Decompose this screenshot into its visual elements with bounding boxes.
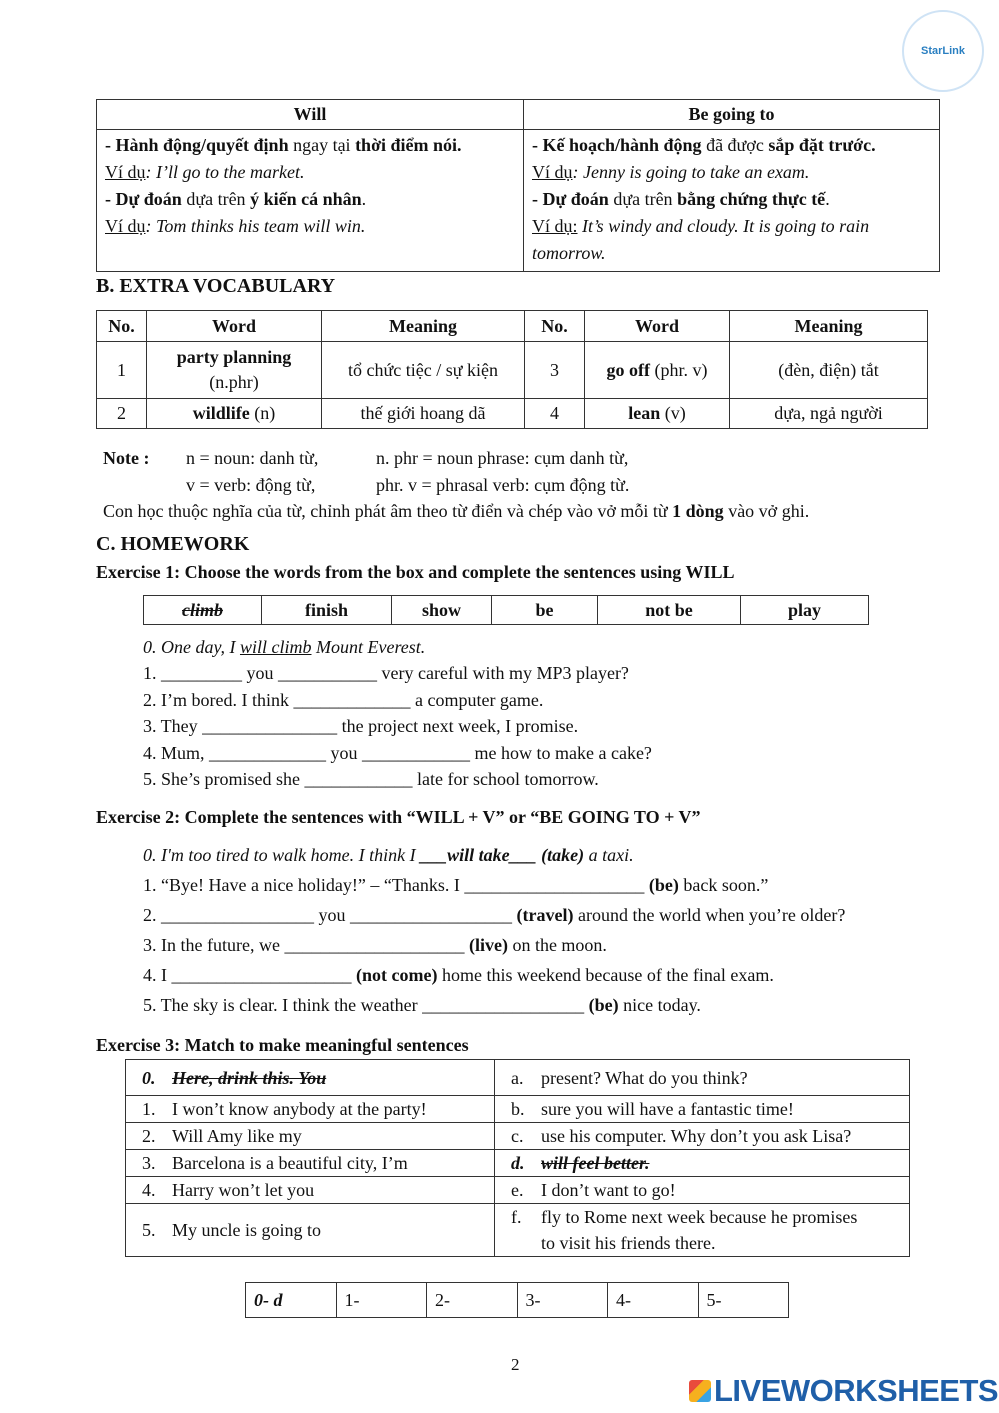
vocab-header: No. <box>525 311 585 342</box>
exercise-2-item[interactable]: 5. The sky is clear. I think the weather __________________ (be) nice today. <box>143 995 701 1015</box>
word-box-item: show <box>392 596 492 625</box>
answer-cell[interactable]: 4- <box>608 1283 699 1318</box>
vocab-row: 1 party planning (n.phr) tổ chức tiệc / sự kiện 3 go off (phr. v) (đèn, điện) tắt <box>97 342 928 399</box>
match-row <box>126 1123 910 1150</box>
matching-table <box>125 1059 910 1257</box>
going-to-usage-cell: - Kế hoạch/hành động đã được sắp đặt trước. Ví dụ: Jenny is going to take an exam. - Dự đoán dựa trên bằng chứng thực tế. Ví dụ: It’s windy and cloudy. It is going to rain tomorrow. <box>524 130 940 272</box>
exercise-1-item[interactable]: 5. She’s promised she ____________ late for school tomorrow. <box>143 769 599 789</box>
header-will: Will <box>97 100 524 130</box>
exercise-2-example: 0. I'm too tired to walk home. I think I ___will take___ (take) a taxi. <box>143 845 634 865</box>
vocab-header: Word <box>147 311 322 342</box>
match-right: b. sure you will have a fantastic time! <box>495 1096 910 1123</box>
match-left: 2. Will Amy like my <box>126 1123 495 1150</box>
note-n: n = noun: danh từ, <box>186 448 319 468</box>
match-right: e. I don’t want to go! <box>495 1177 910 1204</box>
answer-cell[interactable]: 1- <box>336 1283 427 1318</box>
vocab-row: 2 wildlife (n) thế giới hoang dã 4 lean (v) dựa, ngả người <box>97 399 928 429</box>
section-b-title: B. EXTRA VOCABULARY <box>96 275 336 297</box>
exercise-2-item[interactable]: 1. “Bye! Have a nice holiday!” – “Thanks. I ____________________ (be) back soon.” <box>143 875 769 895</box>
starlink-logo: StarLink <box>902 10 984 92</box>
match-row <box>126 1060 910 1096</box>
word-box-item: climb <box>144 596 262 625</box>
word-box <box>143 595 869 625</box>
match-left: 1. I won’t know anybody at the party! <box>126 1096 495 1123</box>
word-box-item: finish <box>262 596 392 625</box>
match-left: 5. My uncle is going to <box>126 1204 495 1257</box>
exercise-1-item[interactable]: 3. They _______________ the project next week, I promise. <box>143 716 579 736</box>
exercise-1-title: Exercise 1: Choose the words from the box and complete the sentences using WILL <box>96 562 735 582</box>
word-box-item: not be <box>598 596 741 625</box>
answer-cell[interactable]: 2- <box>427 1283 518 1318</box>
exercise-3-title: Exercise 3: Match to make meaningful sentences <box>96 1035 469 1055</box>
header-going-to: Be going to <box>524 100 940 130</box>
match-right: a. present? What do you think? <box>495 1060 910 1096</box>
exercise-1-example: 0. One day, I will climb Mount Everest. <box>143 637 426 657</box>
match-right: c. use his computer. Why don’t you ask Lisa? <box>495 1123 910 1150</box>
exercise-2-item[interactable]: 2. _________________ you __________________ (travel) around the world when you’re older? <box>143 905 846 925</box>
answer-cell: 0- d <box>246 1283 337 1318</box>
note-nphr: n. phr = noun phrase: cụm danh từ, <box>376 448 629 468</box>
exercise-2-title: Exercise 2: Complete the sentences with “WILL + V” or “BE GOING TO + V” <box>96 807 701 827</box>
vocab-header: No. <box>97 311 147 342</box>
vocab-header: Word <box>585 311 730 342</box>
match-row <box>126 1096 910 1123</box>
word-box-item: be <box>492 596 598 625</box>
answer-cell[interactable]: 3- <box>517 1283 608 1318</box>
note-instruction: Con học thuộc nghĩa của từ, chỉnh phát âm theo từ điển và chép vào vở mỗi từ 1 dòng vào vở ghi. <box>103 501 810 521</box>
will-usage-cell: - Hành động/quyết định ngay tại thời điểm nói. Ví dụ: I’ll go to the market. - Dự đoán dựa trên ý kiến cá nhân. Ví dụ: Tom thinks his team will win. <box>97 130 524 272</box>
note-phrv: phr. v = phrasal verb: cụm động từ. <box>376 475 630 495</box>
match-right: f. fly to Rome next week because he promises to visit his friends there. <box>495 1204 910 1257</box>
section-c-title: C. HOMEWORK <box>96 533 250 555</box>
match-left: 0. Here, drink this. You <box>126 1060 495 1096</box>
liveworksheets-logo: LIVEWORKSHEETS <box>689 1373 998 1409</box>
exercise-1-item[interactable]: 2. I’m bored. I think _____________ a computer game. <box>143 690 544 710</box>
exercise-1-item[interactable]: 4. Mum, _____________ you ____________ me how to make a cake? <box>143 743 652 763</box>
match-left: 4. Harry won’t let you <box>126 1177 495 1204</box>
answer-table <box>245 1282 789 1318</box>
answer-cell[interactable]: 5- <box>698 1283 789 1318</box>
exercise-2-item[interactable]: 3. In the future, we ____________________ (live) on the moon. <box>143 935 607 955</box>
word-box-item: play <box>741 596 869 625</box>
note-label: Note : <box>103 448 150 468</box>
vocab-header: Meaning <box>322 311 525 342</box>
exercise-2-item[interactable]: 4. I ____________________ (not come) home this weekend because of the final exam. <box>143 965 774 985</box>
match-row <box>126 1204 910 1257</box>
vocab-header: Meaning <box>730 311 928 342</box>
note-v: v = verb: động từ, <box>186 475 316 495</box>
match-right: d. will feel better. <box>495 1150 910 1177</box>
will-vs-going-to-table <box>96 99 940 272</box>
match-row <box>126 1177 910 1204</box>
page-number: 2 <box>511 1355 520 1374</box>
match-left: 3. Barcelona is a beautiful city, I’m <box>126 1150 495 1177</box>
match-row <box>126 1150 910 1177</box>
vocabulary-table <box>96 310 928 429</box>
exercise-1-item[interactable]: 1. _________ you ___________ very careful with my MP3 player? <box>143 663 629 683</box>
liveworksheets-icon <box>689 1380 711 1402</box>
